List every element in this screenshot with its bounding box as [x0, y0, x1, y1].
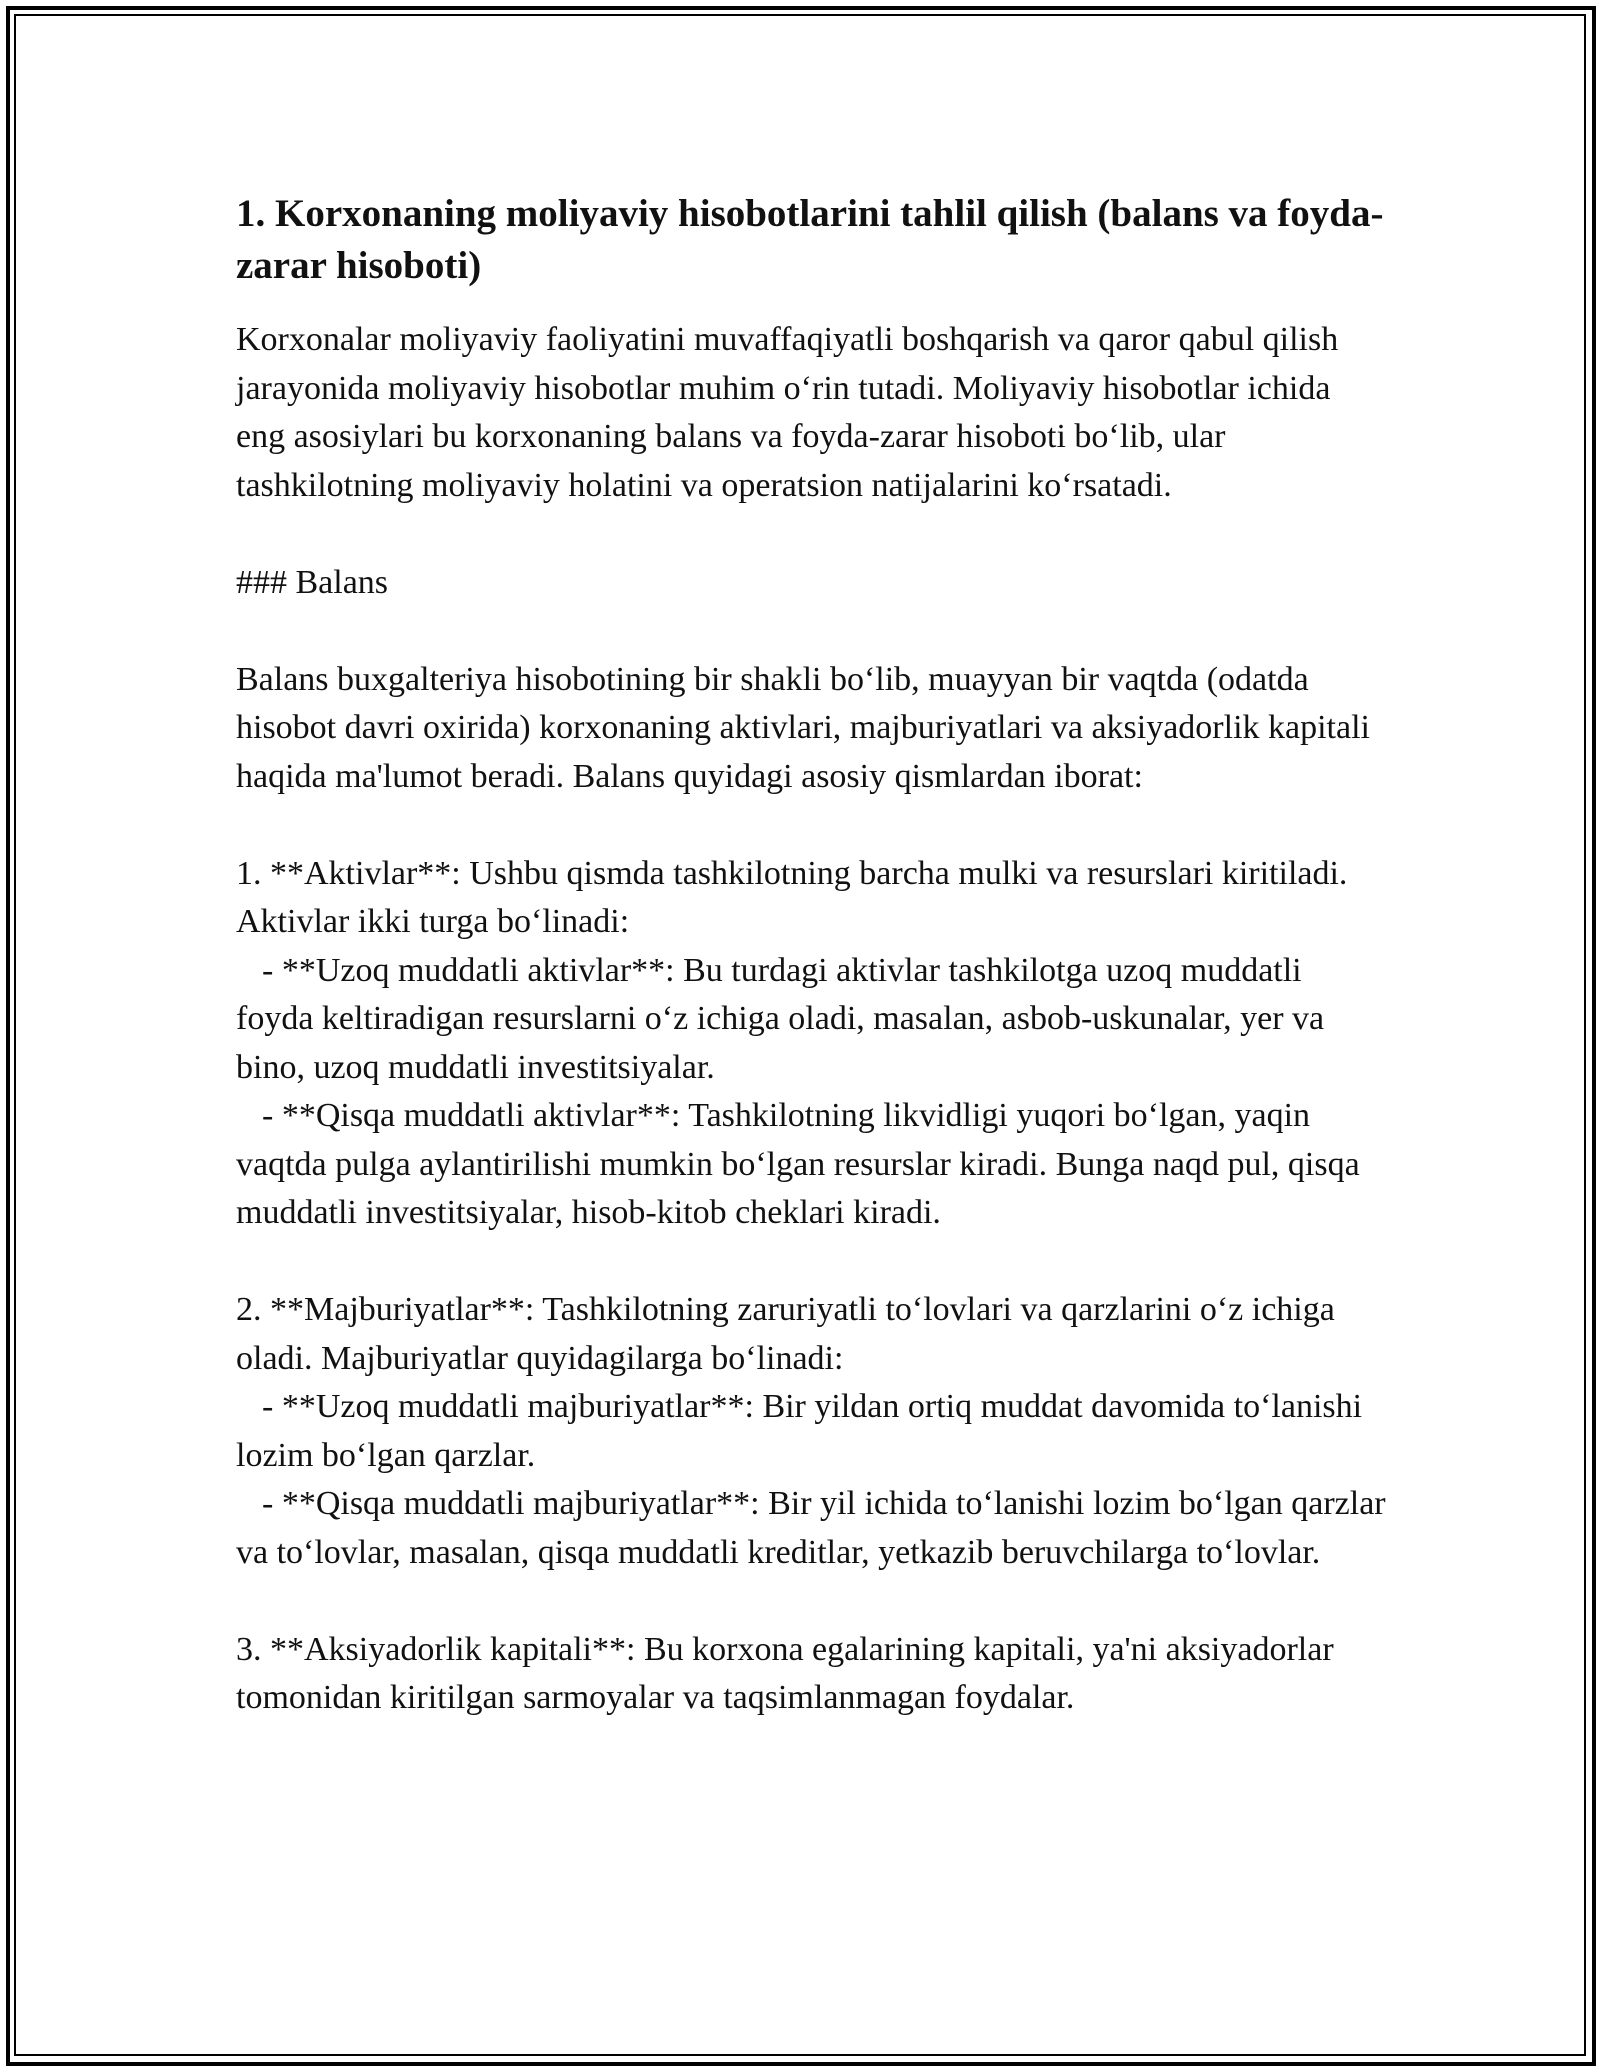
list-item-aktivlar: 1. **Aktivlar**: Ushbu qismda tashkilotning barcha mulki va resurslari kiritiladi. Aktivlar ikki turga bo‘linadi:	[236, 854, 1348, 940]
document-title: 1. Korxonaning moliyaviy hisobotlarini tahlil qilish (balans va foyda-zarar hisoboti)	[236, 192, 1384, 287]
sublist-item-qisqa-majburiyatlar: - **Qisqa muddatli majburiyatlar**: Bir yil ichida to‘lanishi lozim bo‘lgan qarzlar va to‘lovlar, masalan, qisqa muddatli kreditlar, yetkazib beruvchilarga to‘lovlar.	[236, 1485, 1386, 1571]
document-body	[236, 188, 1386, 1723]
section-heading-balans: ### Balans	[236, 563, 389, 601]
balans-paragraph: Balans buxgalteriya hisobotining bir shakli bo‘lib, muayyan bir vaqtda (odatda hisobot davri oxirida) korxonaning aktivlari, majburiyatlari va aksiyadorlik kapitali haqida ma'lumot beradi. Balans quyidagi asosiy qismlardan iborat:	[236, 660, 1370, 795]
sublist-item-uzoq-majburiyatlar: - **Uzoq muddatli majburiyatlar**: Bir yildan ortiq muddat davomida to‘lanishi lozim bo‘lgan qarzlar.	[236, 1388, 1363, 1474]
sublist-item-qisqa-aktivlar: - **Qisqa muddatli aktivlar**: Tashkilotning likvidligi yuqori bo‘lgan, yaqin vaqtda pulga aylantirilishi mumkin bo‘lgan resurslar kiradi. Bunga naqd pul, qisqa muddatli investitsiyalar, hisob-kitob cheklari kiradi.	[236, 1097, 1360, 1231]
sublist-item-uzoq-aktivlar: - **Uzoq muddatli aktivlar**: Bu turdagi aktivlar tashkilotga uzoq muddatli foyda keltiradigan resurslarni o‘z ichiga oladi, masalan, asbob-uskunalar, yer va bino, uzoq muddatli investitsiyalar.	[236, 951, 1325, 1086]
intro-paragraph: Korxonalar moliyaviy faoliyatini muvaffaqiyatli boshqarish va qaror qabul qilish jarayonida moliyaviy hisobotlar muhim o‘rin tutadi. Moliyaviy hisobotlar ichida eng asosiylari bu korxonaning balans va foyda-zarar hisoboti bo‘lib, ular tashkilotning moliyaviy holatini va operatsion natijalarini ko‘rsatadi.	[236, 321, 1339, 504]
list-item-majburiyatlar: 2. **Majburiyatlar**: Tashkilotning zaruriyatli to‘lovlari va qarzlarini o‘z ichiga oladi. Majburiyatlar quyidagilarga bo‘linadi:	[236, 1291, 1335, 1377]
list-item-aksiyadorlik-kapitali: 3. **Aksiyadorlik kapitali**: Bu korxona egalarining kapitali, ya'ni aksiyadorlar tomonidan kiritilgan sarmoyalar va taqsimlanmagan foydalar.	[236, 1630, 1334, 1716]
